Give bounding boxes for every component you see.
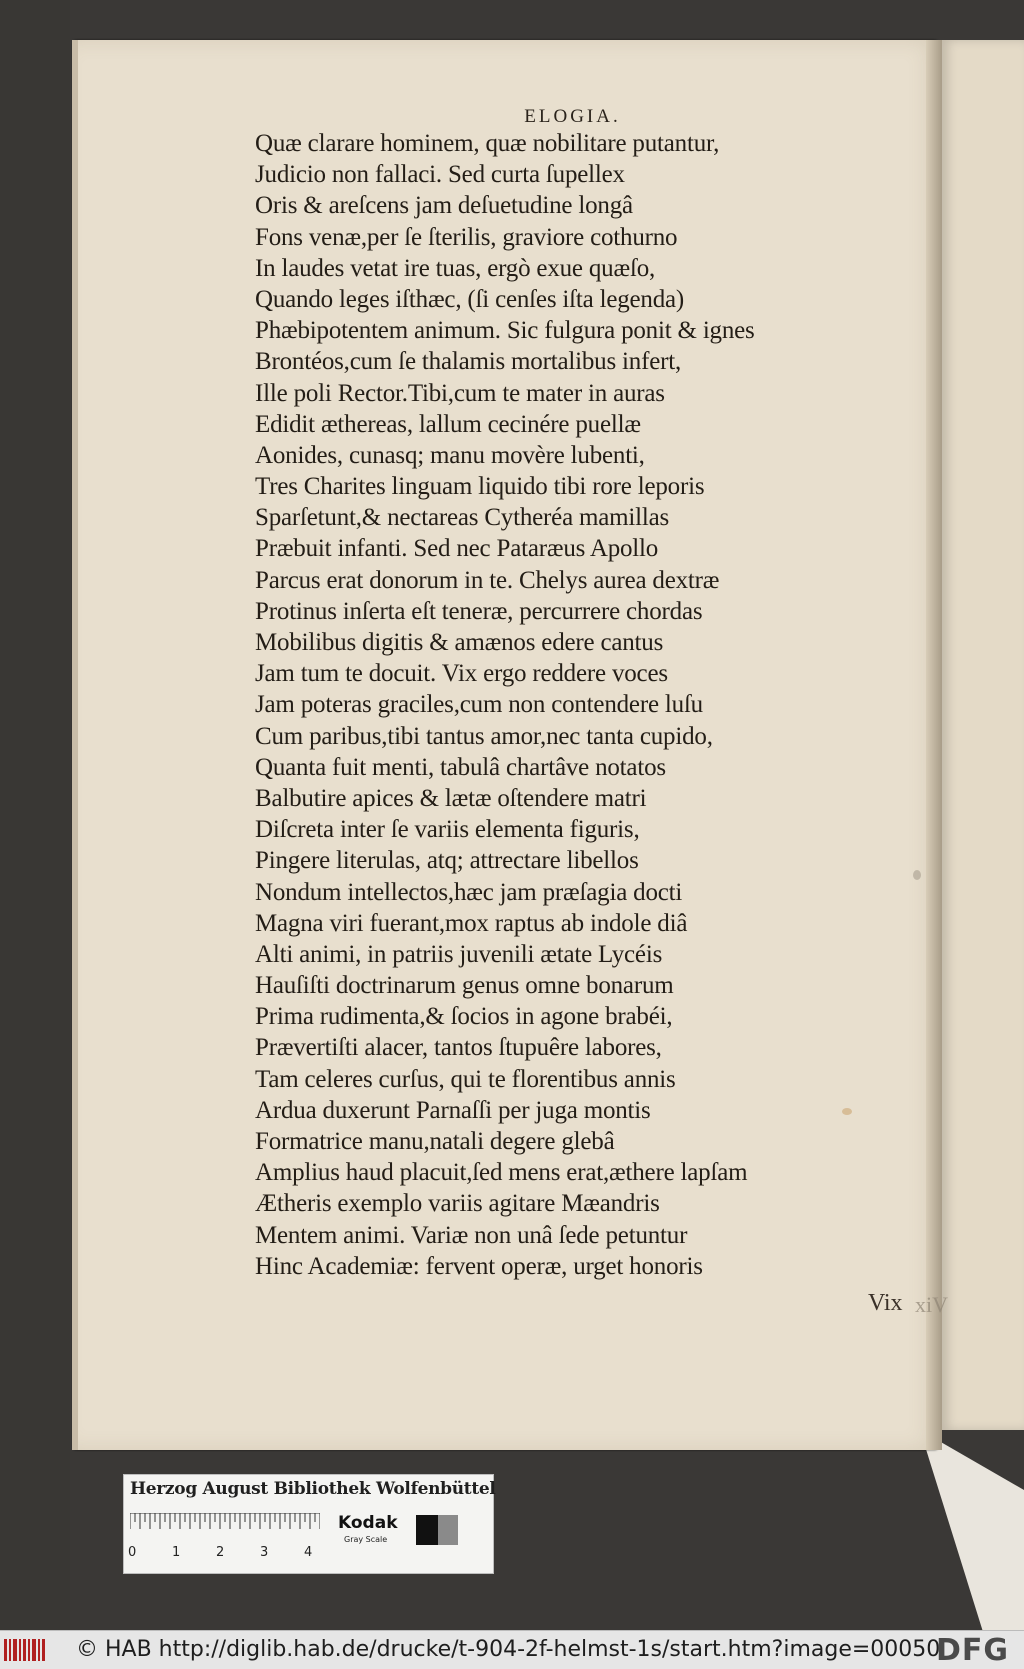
ruler-scale [130, 1513, 320, 1537]
verse-line: Quanta fuit menti, tabulâ chartâve notatos [255, 753, 666, 781]
ruler-numbers [128, 1545, 328, 1565]
verse-line: Sparſetunt,& nectareas Cytheréa mamillas [255, 504, 670, 532]
verse-line: Tres Charites linguam liquido tibi rore leporis [255, 473, 705, 501]
verse-line: In laudes vetat ire tuas, ergò exue quæſo, [255, 254, 656, 282]
gray-swatch-grey [438, 1515, 458, 1545]
bleed-through-text: xiV [915, 1292, 948, 1317]
page-gutter [926, 40, 942, 1450]
verse-line: Mobilibus digitis & amænos edere cantus [255, 629, 664, 656]
verse-line: Balbutire apices & lætæ oſtendere matri [255, 784, 647, 812]
verse-line: Parcus erat donorum in te. Chelys aurea dextræ [255, 566, 720, 594]
footer-url[interactable]: © HAB http://diglib.hab.de/drucke/t-904-2f-helmst-1s/start.htm?image=00050 [76, 1637, 941, 1662]
kodak-subtitle: Gray Scale [344, 1535, 388, 1544]
verse-line: Alti animi, in patriis juvenili ætate Lycéis [255, 940, 663, 968]
verse-line: Magna viri fuerant,mox raptus ab indole diâ [255, 909, 688, 937]
verse-line: Edidit æthereas, lallum cecinére puellæ [255, 410, 641, 438]
verse-line: Ætheris exemplo variis agitare Mæandris [255, 1190, 660, 1218]
verse-line: Pingere literulas, atq; attrectare libellos [255, 847, 639, 875]
adjacent-page [942, 40, 1024, 1430]
page-header: ELOGIA. [524, 106, 621, 127]
verse-line: Cum paribus,tibi tantus amor,nec tanta cupido, [255, 722, 713, 750]
verse-block [255, 128, 875, 1282]
verse-line: Prævertiſti alacer, tantos ſtupuêre labores, [255, 1034, 662, 1062]
verse-line: Phæbipotentem animum. Sic fulgura ponit & ignes [255, 317, 755, 345]
verse-line: Ardua duxerunt Parnaſſi per juga montis [255, 1096, 651, 1124]
verse-line: Aonides, cunasq; manu movère lubenti, [255, 441, 645, 469]
verse-line: Prima rudimenta,& ſocios in agone brabéi, [255, 1003, 673, 1031]
left-margin-dark [0, 0, 70, 1630]
ruler-number: 3 [260, 1545, 269, 1560]
verse-line: Nondum intellectos,hæc jam præſagia docti [255, 878, 683, 906]
verse-line: Fons venæ,per ſe ſterilis, graviore cothurno [255, 223, 678, 251]
verse-line: Hauſiſti doctrinarum genus omne bonarum [255, 972, 674, 1000]
verse-line: Amplius haud placuit,ſed mens erat,æthere lapſam [255, 1159, 748, 1187]
verse-line: Jam poteras graciles,cum non contendere luſu [255, 691, 703, 719]
catchword: Vix [868, 1290, 903, 1316]
ruler-number: 4 [304, 1545, 313, 1560]
gray-swatch-black [416, 1515, 438, 1545]
ruler-number: 2 [216, 1545, 225, 1560]
verse-line: Oris & areſcens jam deſuetudine longâ [255, 192, 633, 220]
dfg-logo: DFG [936, 1633, 1010, 1668]
verse-line: Formatrice manu,natali degere glebâ [255, 1128, 615, 1155]
verse-line: Ille poli Rector.Tibi,cum te mater in auras [255, 379, 665, 407]
page-edge [72, 40, 78, 1450]
verse-line: Hinc Academiæ: fervent operæ, urget honoris [255, 1252, 703, 1280]
footer-bar [0, 1630, 1024, 1669]
verse-line: Diſcreta inter ſe variis elementa figuris, [255, 816, 640, 844]
verse-line: Mentem animi. Variæ non unâ ſede petuntur [255, 1221, 688, 1249]
verse-line: Præbuit infanti. Sed nec Pataræus Apollo [255, 535, 659, 563]
verse-line: Jam tum te docuit. Vix ergo reddere voces [255, 660, 668, 688]
kodak-logo: Kodak [338, 1513, 398, 1533]
verse-line: Quando leges iſthæc, (ſi cenſes iſta legenda) [255, 285, 685, 313]
library-label-card [123, 1474, 494, 1574]
foxing-spot [913, 870, 921, 880]
library-name: Herzog August Bibliothek Wolfenbüttel [130, 1479, 496, 1499]
barcode-icon [4, 1637, 48, 1663]
verse-line: Tam celeres curſus, qui te florentibus annis [255, 1065, 676, 1093]
verse-line: Judicio non fallaci. Sed curta ſupellex [255, 161, 625, 189]
verse-line: Brontéos,cum ſe thalamis mortalibus infert, [255, 348, 682, 376]
verse-line: Protinus inſerta eſt teneræ, percurrere chordas [255, 597, 703, 625]
ruler-number: 1 [172, 1545, 181, 1560]
ruler-number: 0 [128, 1545, 137, 1560]
verse-line: Quæ clarare hominem, quæ nobilitare putantur, [255, 130, 720, 157]
